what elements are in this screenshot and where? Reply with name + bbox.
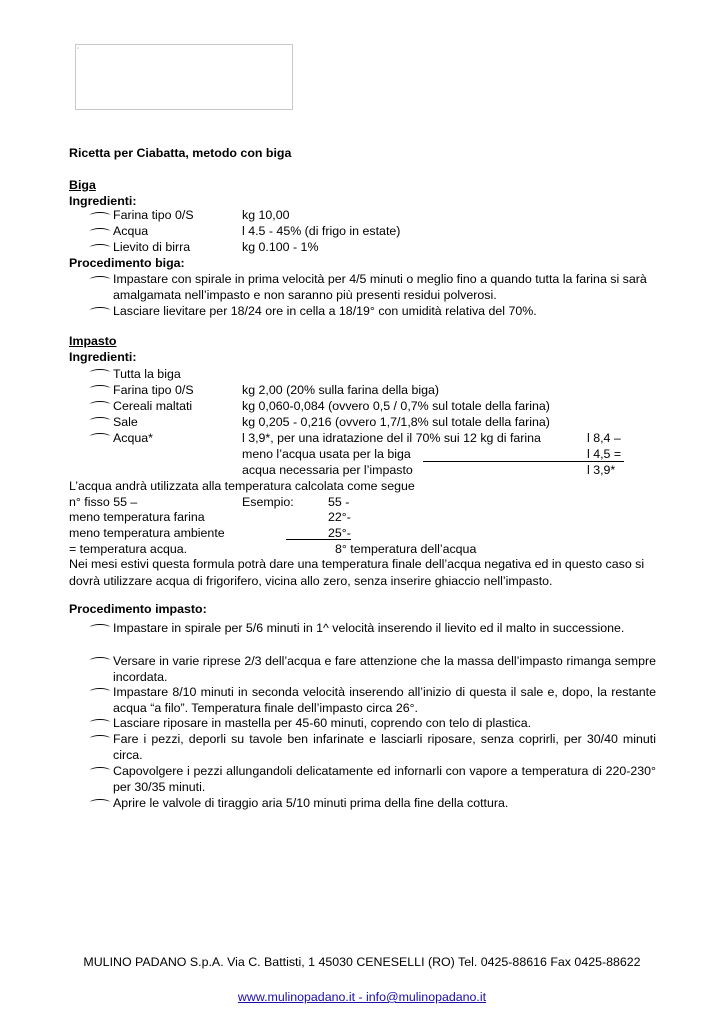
- ingredient-name: Lievito di birra: [113, 240, 191, 254]
- impasto-procedure-step: Versare in varie riprese 2/3 dell’acqua e fare attenzione che la massa dell’impasto rimanga sempre incordata.: [113, 654, 656, 684]
- impasto-procedure-label: Procedimento impasto:: [69, 602, 207, 616]
- dash-bullet-icon: [90, 307, 110, 314]
- ingredient-name: Acqua*: [113, 431, 153, 445]
- logo-image-icon: ▫: [77, 46, 80, 52]
- dash-bullet-icon: [90, 799, 110, 806]
- temp-row-value: 55 -: [328, 495, 350, 509]
- ingredient-qty: kg 0,205 - 0,216 (ovvero 1,7/1,8% sul totale della farina): [242, 415, 550, 429]
- ingredient-qty: kg 0,060-0,084 (ovvero 0,5 / 0,7% sul totale della farina): [242, 399, 550, 413]
- water-line-2: meno l’acqua usata per la biga: [242, 447, 411, 461]
- impasto-procedure-step: Lasciare riposare in mastella per 45-60 minuti, coprendo con telo di plastica.: [113, 716, 532, 730]
- dash-bullet-icon: [90, 688, 110, 695]
- impasto-ingredients-label: Ingredienti:: [69, 350, 137, 364]
- ingredient-name: Tutta la biga: [113, 367, 181, 381]
- temp-row-label: = temperatura acqua.: [69, 542, 188, 556]
- impasto-heading: Impasto: [69, 334, 117, 348]
- dash-bullet-icon: [90, 767, 110, 774]
- impasto-procedure-step: Impastare in spirale per 5/6 minuti in 1^ velocità inserendo il lievito ed il malto in successione.: [113, 621, 625, 635]
- dash-bullet-icon: [90, 244, 110, 251]
- footer-company: MULINO PADANO S.p.A. Via C. Battisti, 1 45030 CENESELLI (RO) Tel. 0425-88616 Fax 0425-88622: [83, 955, 641, 969]
- email-link[interactable]: info@mulinopadano.it: [366, 990, 487, 1004]
- temp-sum-rule: [286, 539, 351, 540]
- water-line-3: acqua necessaria per l’impasto: [242, 463, 413, 477]
- biga-procedure-step: Lasciare lievitare per 18/24 ore in cella a 18/19° con umidità relativa del 70%.: [113, 304, 537, 318]
- impasto-procedure-step: Fare i pezzi, deporli su tavole ben infarinate e lasciarli riposare, senza coprirli, per 30/40 minuti circa.: [113, 732, 656, 762]
- temp-intro: L’acqua andrà utilizzata alla temperatura calcolata come segue: [69, 479, 415, 493]
- ingredient-name: Farina tipo 0/S: [113, 383, 194, 397]
- ingredient-name: Sale: [113, 415, 138, 429]
- dash-bullet-icon: [90, 385, 110, 392]
- ingredient-qty: l 4.5 - 45% (di frigo in estate): [242, 224, 401, 238]
- biga-procedure-label: Procedimento biga:: [69, 256, 185, 270]
- impasto-procedure-step: Capovolgere i pezzi allungandoli delicatamente ed infornarli con vapore a temperatura di 220-230° per 30/35 minuti.: [113, 764, 656, 794]
- dash-bullet-icon: [90, 624, 110, 631]
- biga-heading: Biga: [69, 178, 96, 192]
- ingredient-qty: kg 0.100 - 1%: [242, 240, 319, 254]
- ingredient-qty: l 3,9*, per una idratazione del il 70% sui 12 kg di farina: [242, 431, 541, 445]
- logo-placeholder: [75, 44, 293, 110]
- temp-row-value: 22°-: [328, 510, 351, 524]
- website-link[interactable]: www.mulinopadano.it: [237, 990, 356, 1004]
- dash-bullet-icon: [90, 719, 110, 726]
- temp-row-value: 8° temperatura dell’acqua: [335, 542, 477, 556]
- dash-bullet-icon: [90, 401, 110, 408]
- impasto-procedure-step: Impastare 8/10 minuti in seconda velocità inserendo all’inizio di questa il sale e, dopo, la restante acqua “a filo”. Temperatura finale dell’impasto circa 26°.: [113, 685, 656, 715]
- dash-bullet-icon: [90, 228, 110, 235]
- water-value-1: l 8,4 –: [587, 431, 621, 445]
- ingredient-name: Farina tipo 0/S: [113, 208, 194, 222]
- dash-bullet-icon: [90, 276, 110, 283]
- dash-bullet-icon: [90, 433, 110, 440]
- footer-links: [70, 989, 654, 1005]
- temp-row-label: meno temperatura ambiente: [69, 526, 225, 540]
- ingredient-qty: kg 2,00 (20% sulla farina della biga): [242, 383, 439, 397]
- ingredient-name: Acqua: [113, 224, 149, 238]
- biga-procedure-step: Impastare con spirale in prima velocità per 4/5 minuti o meglio fino a quando tutta la farina si sarà amalgamata nell’impasto e non saranno più presenti residui polverosi.: [113, 272, 647, 302]
- temp-row-label: n° fisso 55 –: [69, 495, 138, 509]
- ingredient-name: Cereali maltati: [113, 399, 193, 413]
- ingredient-qty: kg 10,00: [242, 208, 290, 222]
- dash-bullet-icon: [90, 212, 110, 219]
- page-title: Ricetta per Ciabatta, metodo con biga: [69, 146, 292, 160]
- summer-note: Nei mesi estivi questa formula potrà dare una temperatura finale dell’acqua negativa ed in questo caso si dovrà utilizzare acqua di frigorifero, vicina allo zero, senza inserire ghiaccio nell’impasto.: [69, 557, 645, 588]
- water-value-3: l 3,9*: [587, 463, 616, 477]
- dash-bullet-icon: [90, 417, 110, 424]
- sum-rule: [423, 461, 624, 462]
- temp-row-mid: Esempio:: [242, 495, 294, 509]
- impasto-procedure-step: Aprire le valvole di tiraggio aria 5/10 minuti prima della fine della cottura.: [113, 796, 509, 810]
- dash-bullet-icon: [90, 369, 110, 376]
- temp-row-label: meno temperatura farina: [69, 510, 205, 524]
- biga-ingredients-label: Ingredienti:: [69, 194, 137, 208]
- link-separator: -: [355, 990, 367, 1004]
- water-value-2: l 4,5 =: [587, 447, 622, 461]
- temp-row-value: 25°-: [328, 526, 351, 540]
- dash-bullet-icon: [90, 735, 110, 742]
- dash-bullet-icon: [90, 657, 110, 664]
